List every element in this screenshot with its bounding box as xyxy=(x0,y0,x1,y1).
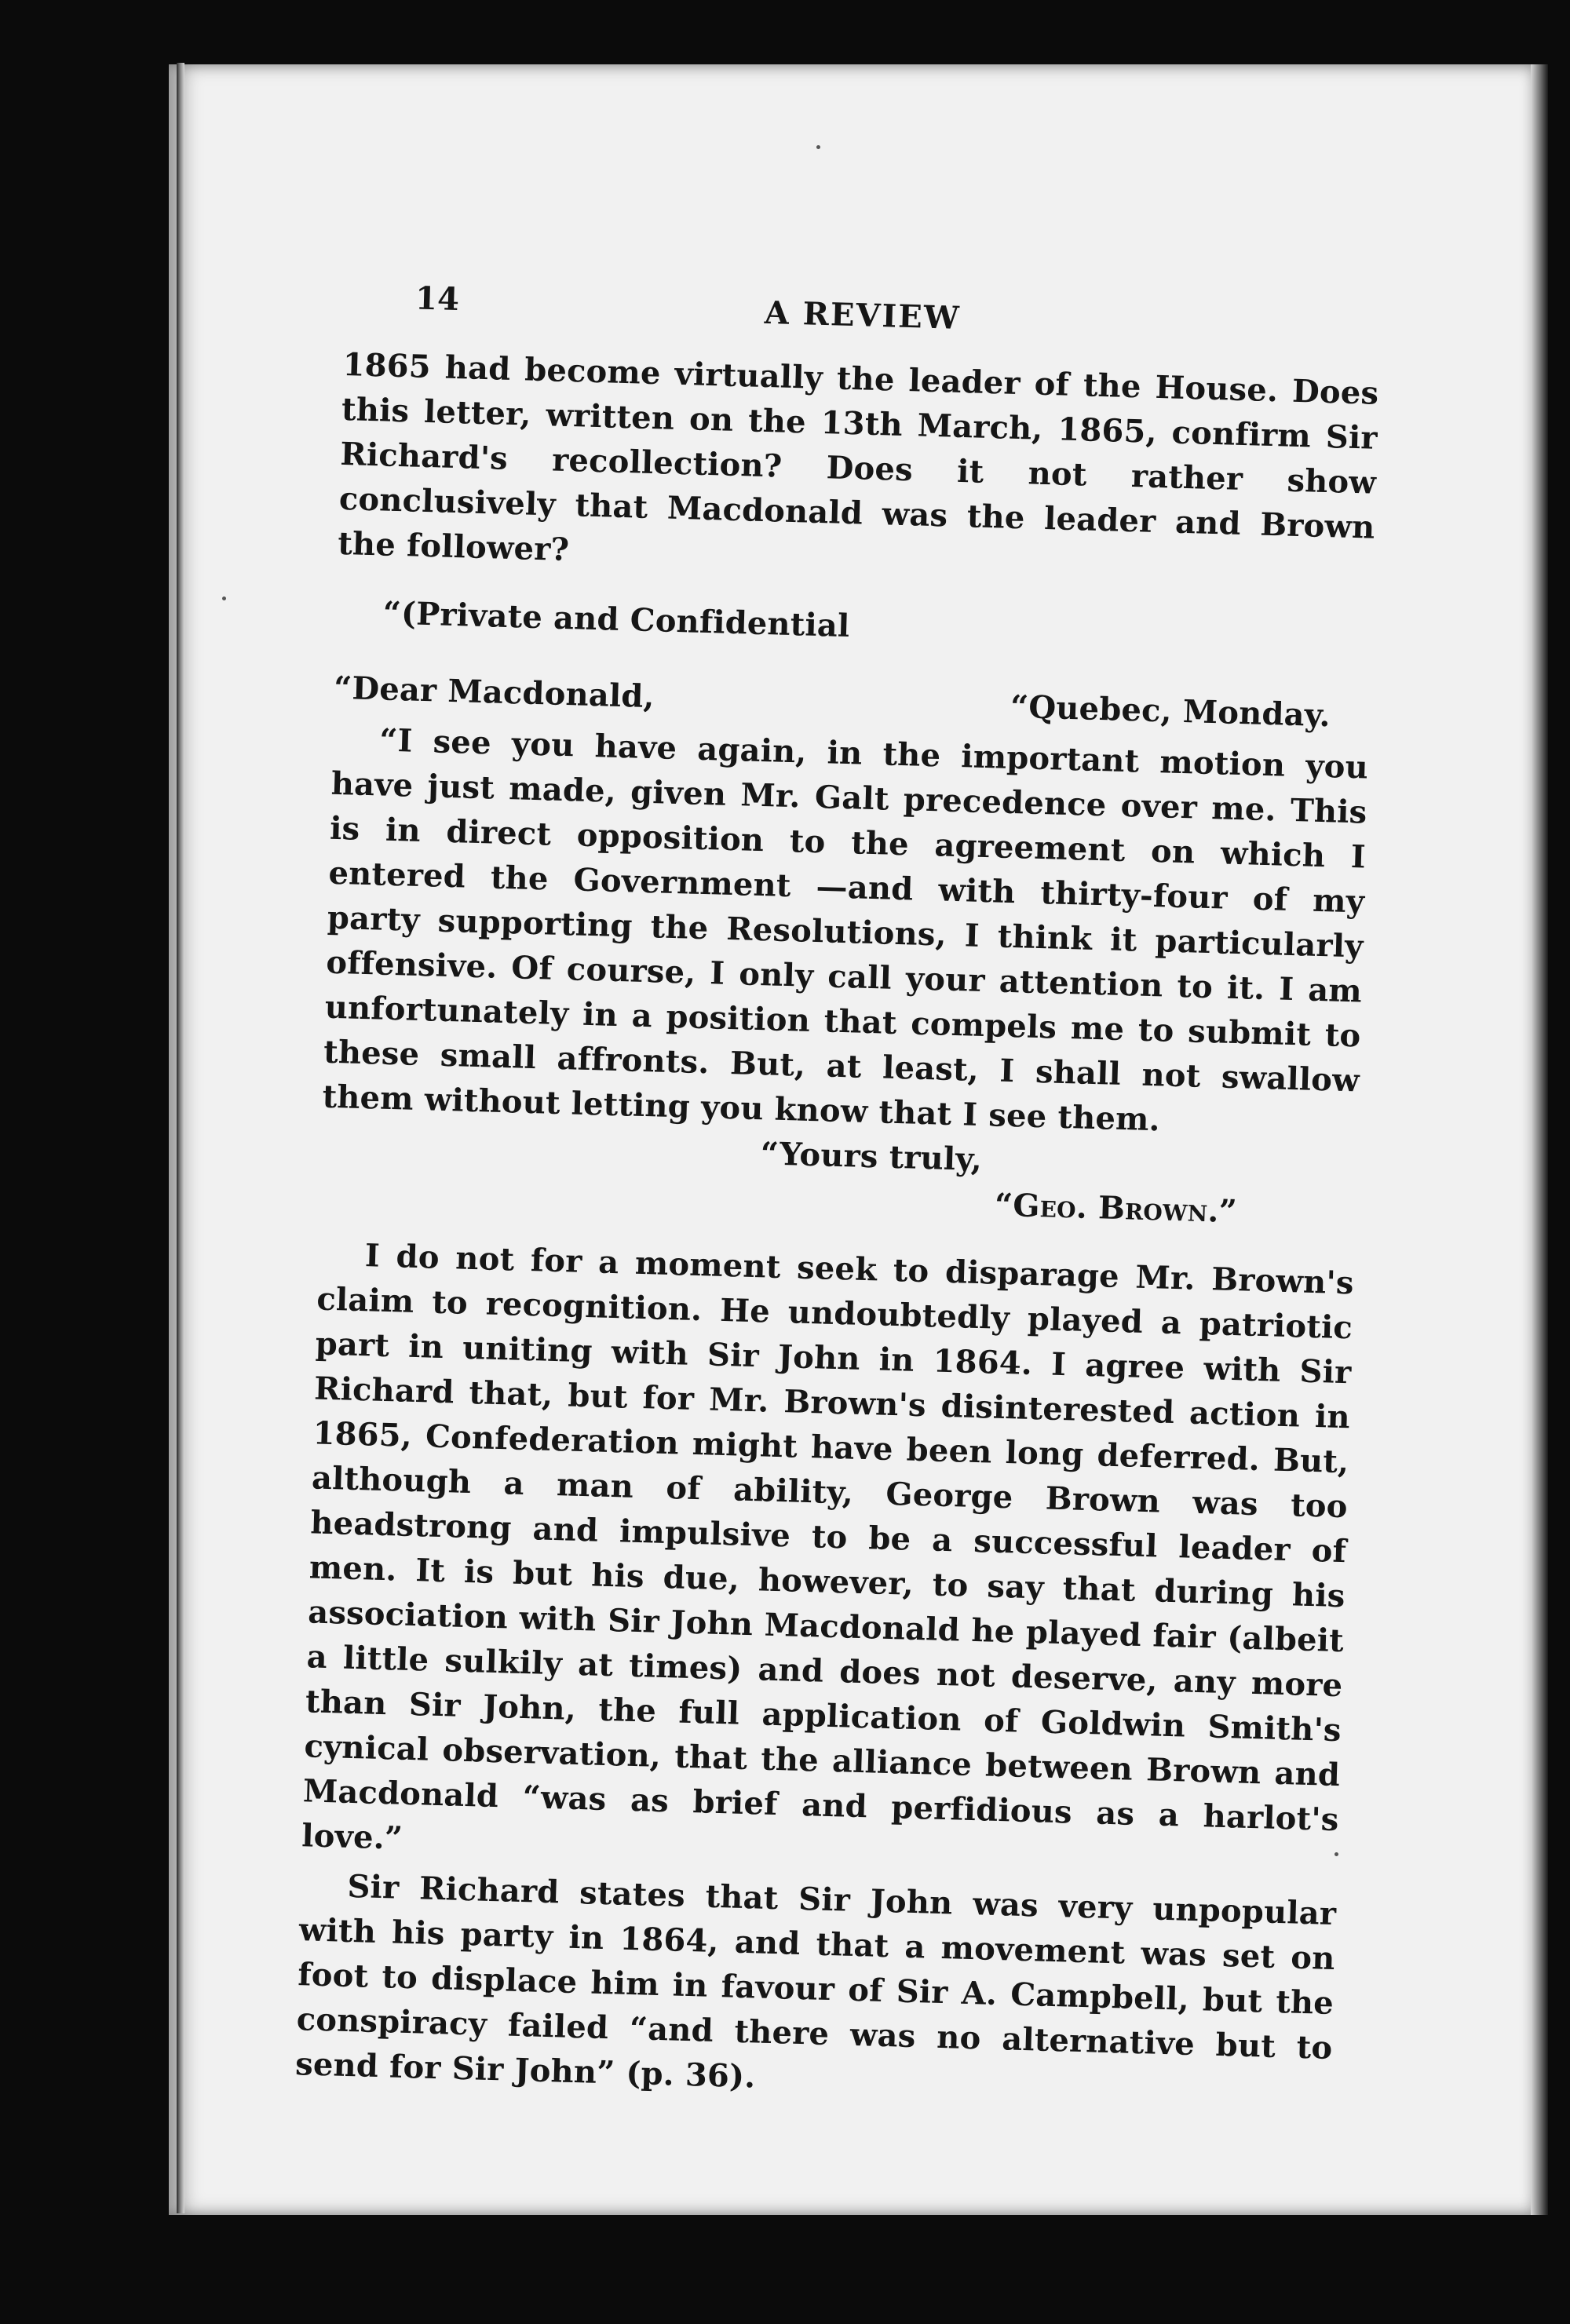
page-text xyxy=(294,273,1381,2115)
paragraph-1: 1865 had become virtually the leader of the House. Does this letter, written on the 13th March, 1865, confirm Sir Richard's recollection? Does it not rather show conclusively that Macdonald was the leader and Brown the follower? xyxy=(337,345,1379,569)
scan-speck xyxy=(816,145,820,149)
letter-closing: “Yours truly, xyxy=(760,1135,983,1179)
page-number: 14 xyxy=(414,279,460,319)
scan-speck xyxy=(222,597,226,600)
paragraph-4: Sir Richard states that Sir John was very unpopular with his party in 1864, and that a movement was set on foot to displace him in favour of Sir A. Campbell, but the conspiracy failed “and there was no alternative but to send for Sir John” (p. 36). xyxy=(294,1867,1337,2096)
letter-body: “I see you have again, in the important motion you have just made, given Mr. Galt precedence over me. This is in direct opposition to the agreement on which I entered the Government —and with thirty-four of my party supporting the Resolutions, I think it particularly offensive. Of course, I only call your attention to it. I am unfortunately in a position that compels me to submit to these small affronts. But, at least, I shall not swallow them without letting you know that I see them. xyxy=(322,721,1369,1139)
page-gutter-edge xyxy=(177,63,184,2213)
letter-salutation: “Dear Macdonald, xyxy=(333,669,655,716)
page-right-edge xyxy=(1531,64,1548,2215)
paragraph-3: I do not for a moment seek to disparage Mr. Brown's claim to recognition. He undoubtedly played a patriotic part in uniting with Sir John in 1864. I agree with Sir Richard that, but for Mr. Brown's disinterested action in 1865, Confederation might have been long deferred. But, although a man of ability, George Brown was too headstrong and impulsive to be a successful leader of men. It is but his due, however, to say that during his association with Sir John Macdonald he played fair (albeit a little sulkily at times) and does not deserve, any more than Sir John, the full application of Goldwin Smith's cynical observation, that the alliance between Brown and Macdonald “was as brief and perfidious as a harlot's love.” xyxy=(301,1237,1355,1857)
letter-signature: “Geo. Brown.” xyxy=(994,1186,1238,1231)
running-head: A REVIEW xyxy=(764,294,962,337)
letter-heading: “(Private and Confidential xyxy=(382,594,851,645)
letter-place-date: “Quebec, Monday. xyxy=(1010,688,1331,735)
